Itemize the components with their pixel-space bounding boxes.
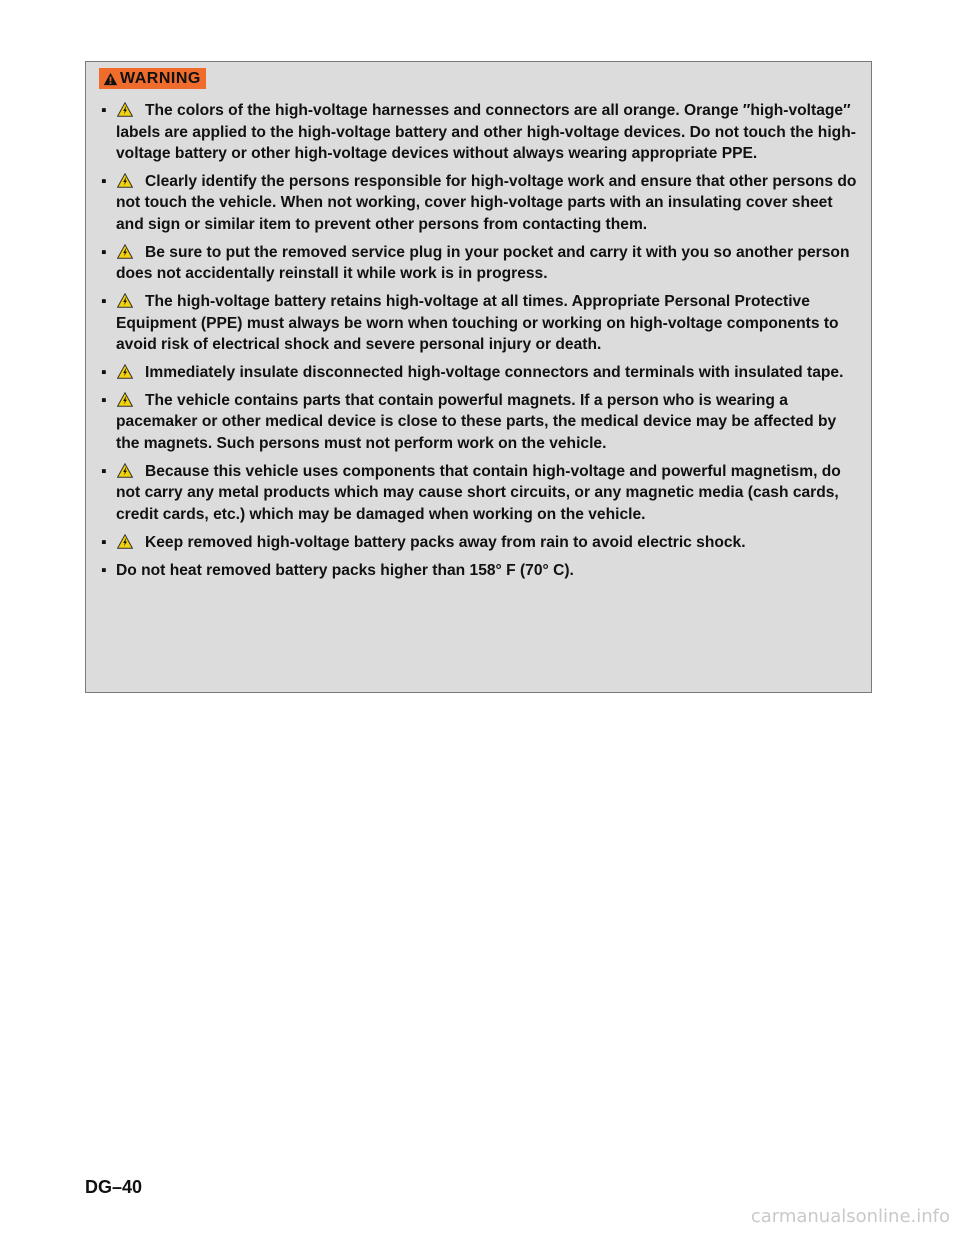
high-voltage-warning-icon xyxy=(117,534,133,549)
bullet-marker: ▪ xyxy=(101,243,107,261)
warning-item-text: Because this vehicle uses components that contain high-voltage and powerful magnetism, do not carry any metal products which may cause short circuits, or any magnetic media (cash cards, credit cards, etc.) which may be damaged when working on the vehicle. xyxy=(116,462,841,523)
warning-list-item xyxy=(86,291,871,356)
high-voltage-warning-icon xyxy=(117,173,133,188)
warning-item-text: Do not heat removed battery packs higher than 158° F (70° C). xyxy=(116,561,574,579)
high-voltage-warning-icon xyxy=(117,293,133,308)
warning-item-text: Keep removed high-voltage battery packs away from rain to avoid electric shock. xyxy=(145,533,746,551)
bullet-marker: ▪ xyxy=(101,102,107,119)
warning-triangle-icon xyxy=(103,72,118,86)
high-voltage-warning-icon xyxy=(117,364,133,379)
bullet-marker: ▪ xyxy=(101,172,107,190)
warning-list-item xyxy=(86,532,871,554)
warning-item-text: The vehicle contains parts that contain powerful magnets. If a person who is wearing a pacemaker or other medical device is close to these parts, the medical device may be affected by the magnets. Such persons must not perform work on the vehicle. xyxy=(116,391,837,452)
warning-list-item xyxy=(86,560,871,582)
high-voltage-warning-icon xyxy=(117,392,133,407)
warning-list-item xyxy=(86,461,871,526)
warning-item-text: Immediately insulate disconnected high-voltage connectors and terminals with insulated tape. xyxy=(145,364,844,382)
warning-list-item xyxy=(86,242,871,285)
bullet-marker: ▪ xyxy=(101,293,107,311)
warning-list-item xyxy=(86,100,871,165)
bullet-marker: ▪ xyxy=(101,364,107,382)
high-voltage-warning-icon xyxy=(117,244,133,259)
warning-label xyxy=(99,68,206,89)
warning-list-item xyxy=(86,362,871,384)
bullet-marker: ▪ xyxy=(101,561,107,579)
warning-box xyxy=(85,61,872,693)
warning-item-text: The high-voltage battery retains high-voltage at all times. Appropriate Personal Protective Equipment (PPE) must always be worn when touching or working on high-voltage components to avoid risk of electrical shock and severe personal injury or death. xyxy=(116,293,839,354)
warning-list-item xyxy=(86,390,871,455)
bullet-marker: ▪ xyxy=(101,462,107,480)
page-number: DG–40 xyxy=(85,1177,143,1197)
bullet-marker: ▪ xyxy=(101,391,107,409)
high-voltage-warning-icon xyxy=(117,463,133,478)
watermark: carmanualsonline.info xyxy=(750,1206,950,1227)
high-voltage-warning-icon xyxy=(117,102,133,117)
bullet-marker: ▪ xyxy=(101,533,107,551)
warning-item-text: Be sure to put the removed service plug in your pocket and carry it with you so another person does not accidentally reinstall it while work is in progress. xyxy=(116,243,850,283)
warning-label-text: WARNING xyxy=(120,70,201,87)
warning-item-text: The colors of the high-voltage harnesses and connectors are all orange. Orange ″high-voltage″ labels are applied to the high-voltage battery and other high-voltage devices. Do not touch the high-voltage battery or other high-voltage devices without always wearing appropriate PPE. xyxy=(116,102,856,162)
warning-list xyxy=(86,100,871,588)
warning-item-text: Clearly identify the persons responsible for high-voltage work and ensure that other persons do not touch the vehicle. When not working, cover high-voltage parts with an insulating cover sheet and sign or similar item to prevent other persons from contacting them. xyxy=(116,172,857,233)
warning-list-item xyxy=(86,171,871,236)
